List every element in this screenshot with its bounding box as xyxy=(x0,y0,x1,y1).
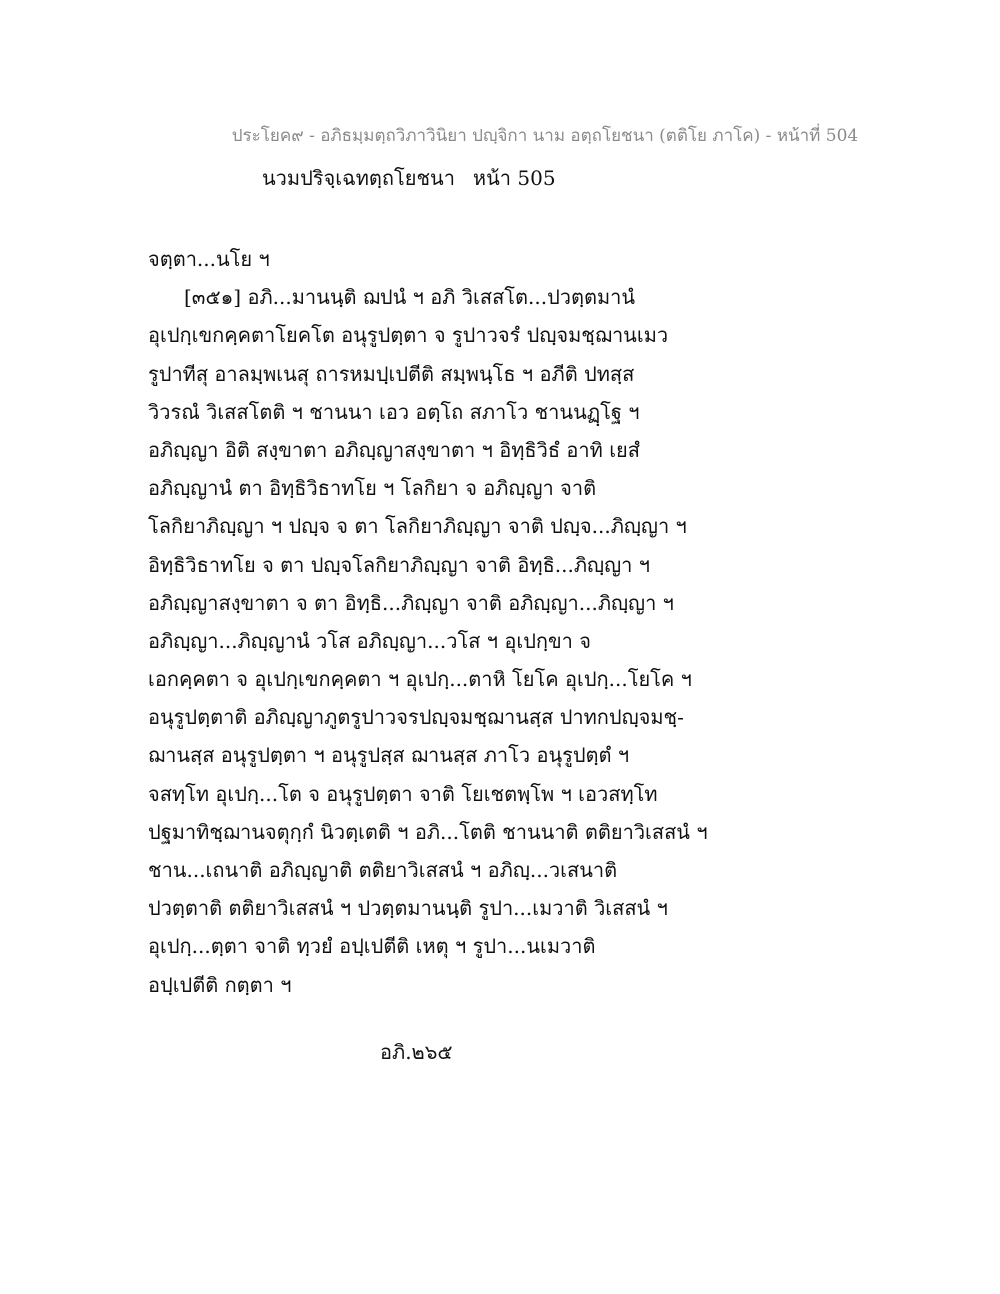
text-line: อภิญฺญา อิติ สงฺขาตา อภิญฺญาสงฺขาตา ฯ อิทฺธิวิธํ อาทิ เยสํ xyxy=(148,437,640,462)
section-subheader xyxy=(262,162,556,194)
body-text xyxy=(148,240,768,1004)
text-line: อุเปกฺ...ตฺตา จาติ ทฺวยํ อปฺเปตีติ เหตุ ฯ รูปา...นเมวาติ xyxy=(148,934,596,959)
page-reference: อภิ.๒๖๕ xyxy=(380,1040,453,1064)
text-line: อุเปกฺเขกคฺคตาโยคโต อนุรูปตฺตา จ รูปาวจรํ ปญฺจมชฺฌานเมว xyxy=(148,323,669,348)
text-line: ปฐมาทิชฺฌานจตุกฺกํ นิวตฺเตติ ฯ อภิ...โตติ ชานนาติ ตติยาวิเสสนํ ฯ xyxy=(148,819,708,844)
text-line: อปฺเปตีติ กตฺตา ฯ xyxy=(148,972,292,997)
text-line: โลกิยาภิญฺญา ฯ ปญฺจ จ ตา โลกิยาภิญฺญา จาติ ปญฺจ...ภิญฺญา ฯ xyxy=(148,514,687,539)
text-line: อนุรูปตฺตาติ อภิญฺญาภูตรูปาวจรปญฺจมชฺฌานสฺส ปาทกปญฺจมชฺ- xyxy=(148,705,684,730)
text-line: เอกคฺคตา จ อุเปกฺเขกคฺคตา ฯ อุเปกฺ...ตาหิ โยโค อุเปกฺ...โยโค ฯ xyxy=(148,667,692,692)
text-line: ชาน...เถนาติ อภิญฺญาติ ตติยาวิเสสนํ ฯ อภิญฺ...วเสนาติ xyxy=(148,858,618,882)
section-page-number: หน้า 505 xyxy=(472,166,556,190)
text-line: อภิญฺญานํ ตา อิทฺธิวิธาทโย ฯ โลกิยา จ อภิญฺญา จาติ xyxy=(148,476,597,501)
text-line: จตฺตา...นโย ฯ xyxy=(148,247,270,271)
text-line: [๓๕๑] อภิ...มานนฺติ ฌปนํ ฯ อภิ วิเสสโต...ปวตฺตมานํ xyxy=(184,285,636,310)
text-line: อิทฺธิวิธาทโย จ ตา ปญฺจโลกิยาภิญฺญา จาติ อิทฺธิ...ภิญฺญา ฯ xyxy=(148,552,650,577)
text-line: ฌานสฺส อนุรูปตฺตา ฯ อนุรูปสฺส ฌานสฺส ภาโว อนุรูปตฺตํ ฯ xyxy=(148,743,630,768)
text-line: อภิญฺญา...ภิญฺญานํ วโส อภิญฺญา...วโส ฯ อุเปกฺขา จ xyxy=(148,628,591,653)
section-title: นวมปริจฺเฉทตฺถโยชนา xyxy=(262,166,455,190)
text-line: จสทฺโท อุเปกฺ...โต จ อนุรูปตฺตา จาติ โยเชตพฺโพ ฯ เอวสทฺโท xyxy=(148,781,658,806)
text-line: ปวตฺตาติ ตติยาวิเสสนํ ฯ ปวตฺตมานนฺติ รูปา...เมวาติ วิเสสนํ ฯ xyxy=(148,896,668,921)
running-header: ประโยค๙ - อภิธมฺมตฺถวิภาวินิยา ปญฺจิกา นาม อตฺถโยชนา (ตติโย ภาโค) - หน้าที่ 504 xyxy=(231,126,859,146)
text-line: อภิญฺญาสงฺขาตา จ ตา อิทฺธิ...ภิญฺญา จาติ อภิญฺญา...ภิญฺญา ฯ xyxy=(148,590,674,615)
text-line: วิวรณํ วิเสสโตติ ฯ ชานนา เอว อตฺโถ สภาโว ชานนฏฺโฐ ฯ xyxy=(148,399,640,424)
text-line: รูปาทีสุ อาลมฺพเนสุ ถารหมปฺเปตีติ สมฺพนฺโธ ฯ อภีติ ปทสฺส xyxy=(148,361,635,386)
